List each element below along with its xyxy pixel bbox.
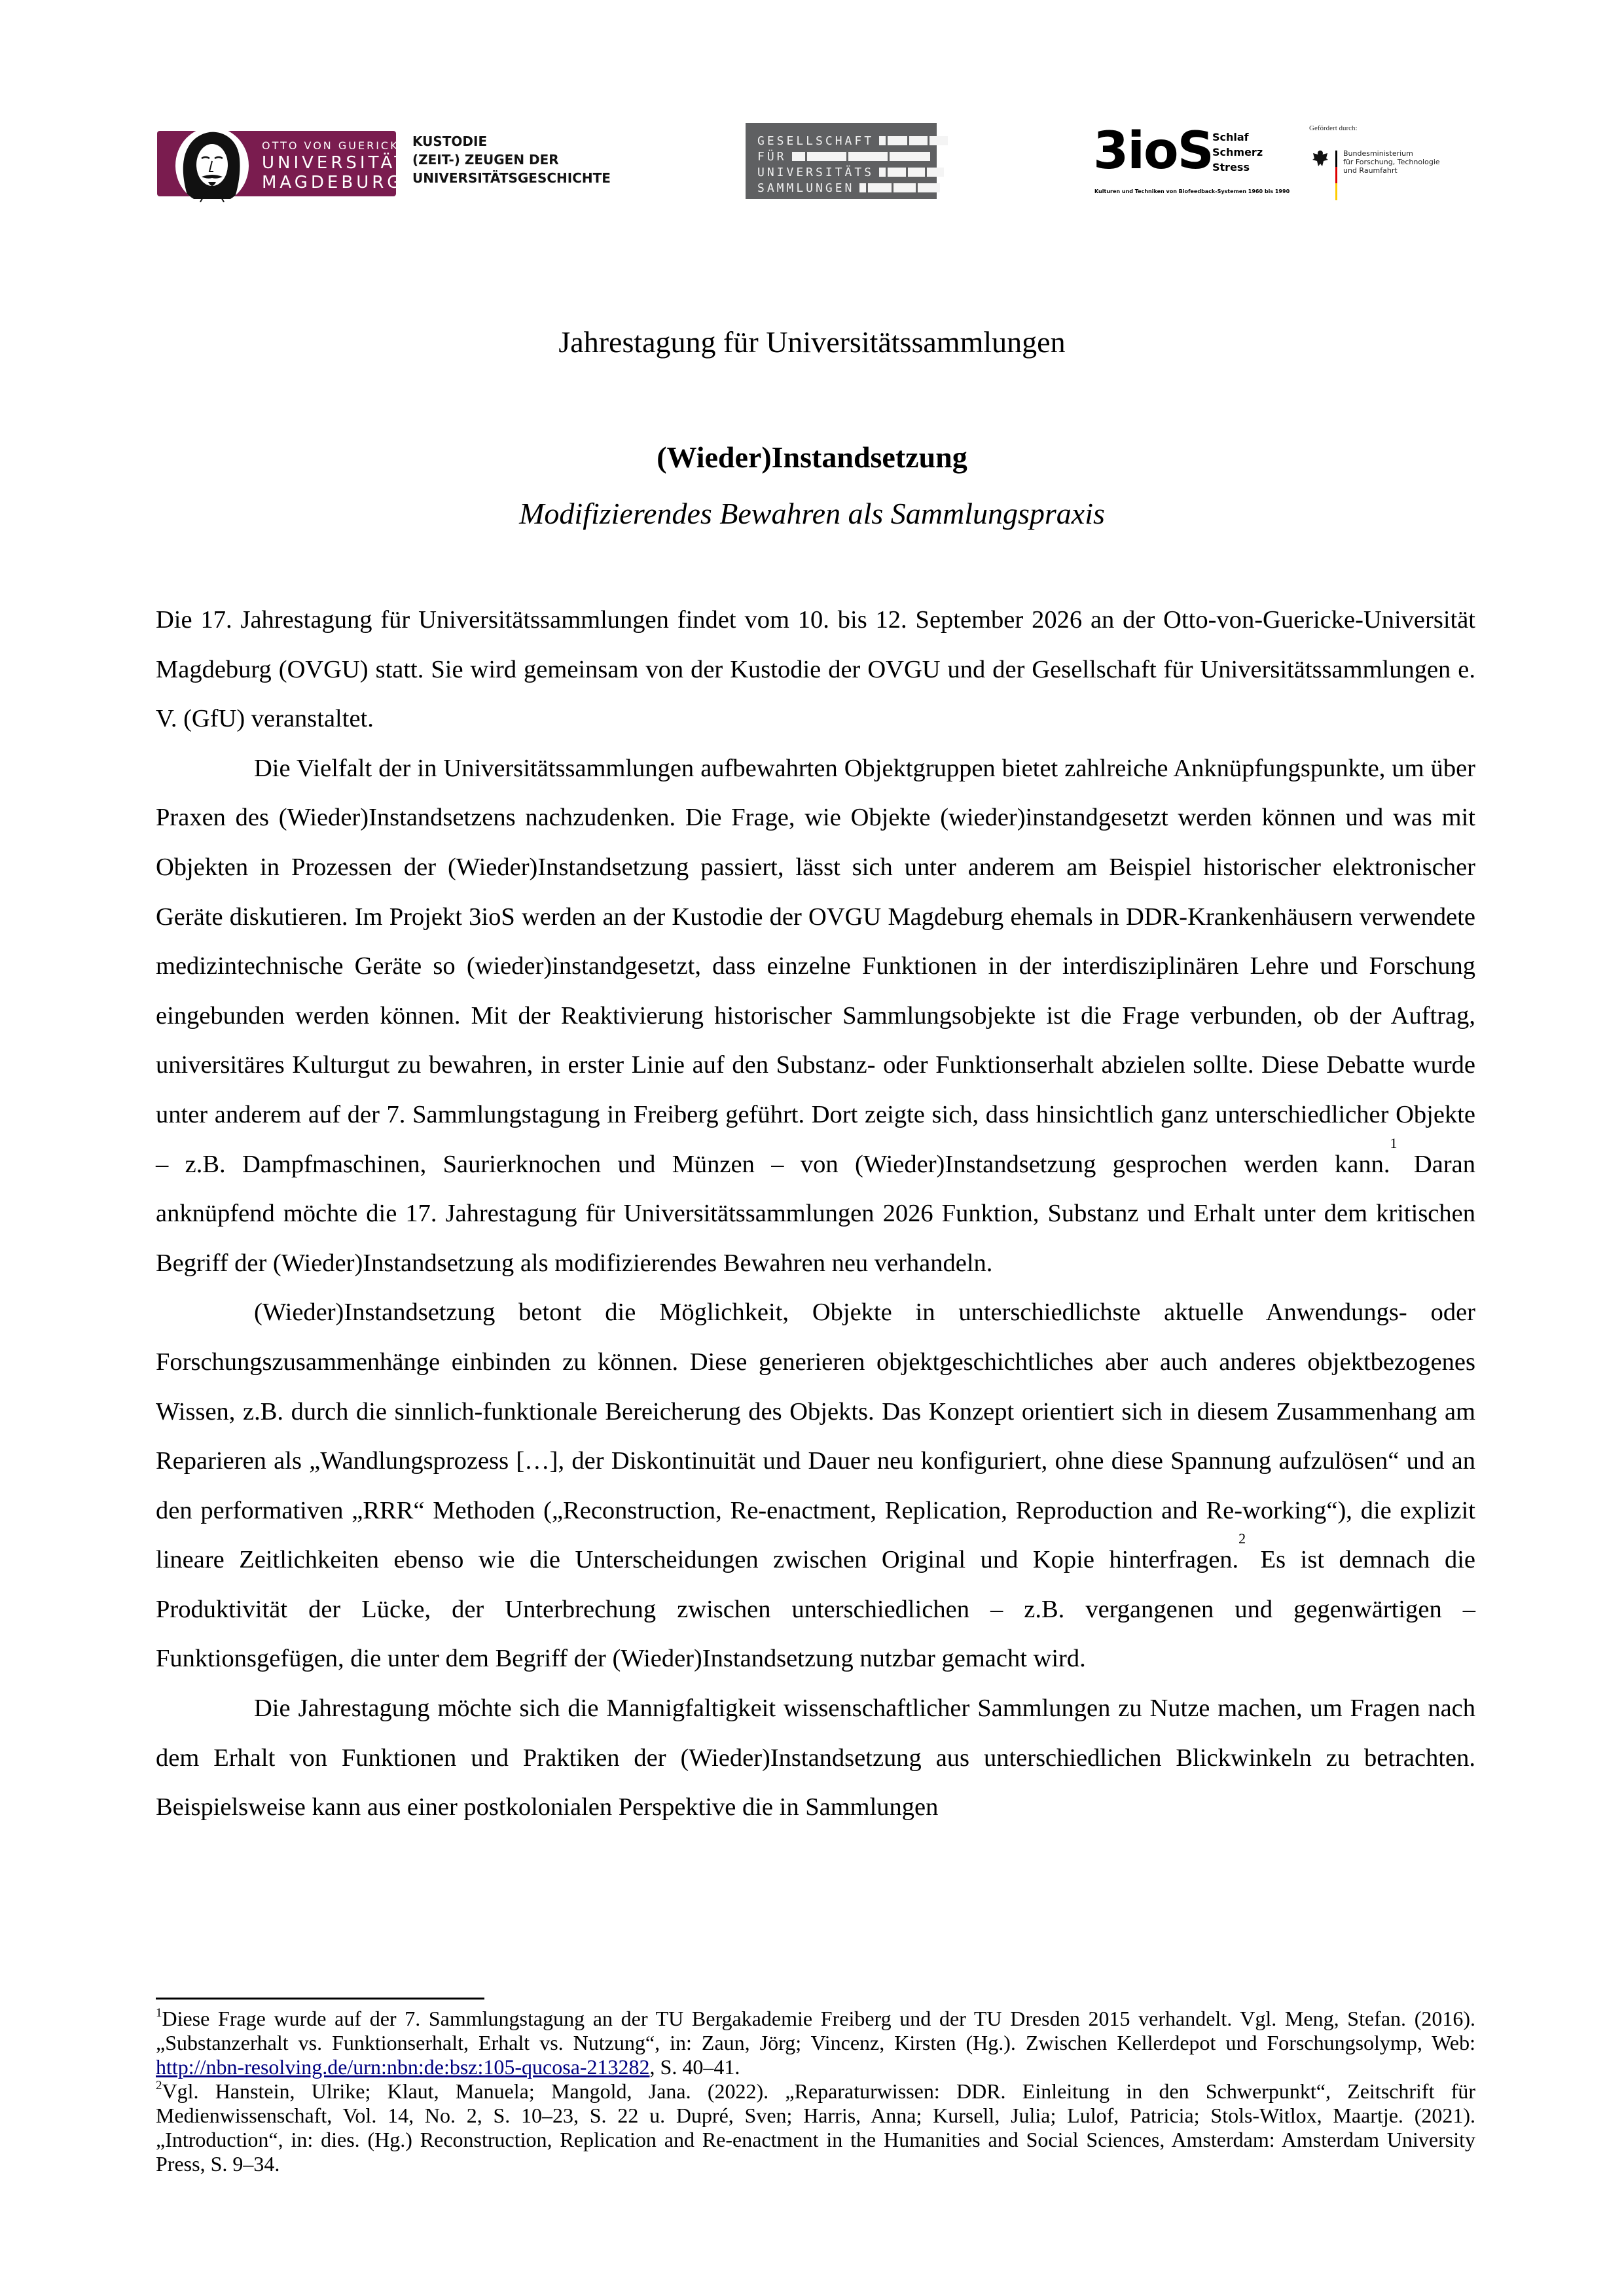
3ios-word-stress: Stress xyxy=(1212,161,1250,173)
paragraph-2 xyxy=(156,744,1475,1289)
footnote-1-pages: , S. 40–41. xyxy=(649,2055,740,2079)
federal-eagle-icon xyxy=(1312,149,1329,168)
paragraph-1: Die 17. Jahrestagung für Universitätssammlungen findet vom 10. bis 12. September 2026 an der Otto-von-Guericke-Universität Magdeburg (OVGU) statt. Sie wird gemeinsam von der Kustodie der OVGU und der Gesellschaft für Universitätssammlungen e. V. (GfU) veranstaltet. xyxy=(156,606,1475,733)
otto-von-guericke-portrait-icon xyxy=(175,127,249,204)
conference-title: Jahrestagung für Universitätssammlungen xyxy=(558,325,1066,359)
kustodie-line1: KUSTODIE xyxy=(412,134,488,149)
bmbf-line3: und Raumfahrt xyxy=(1343,166,1398,175)
bmbf-line1: Bundesministerium xyxy=(1343,149,1413,158)
footnotes xyxy=(156,2007,1475,2176)
gfu-logo xyxy=(746,123,937,199)
german-flag-bar xyxy=(1335,151,1337,200)
gfu-bars-icon xyxy=(859,183,940,192)
ovgu-logo-line3: MAGDEBURG xyxy=(262,173,404,192)
ovgu-logo-line1: OTTO VON GUERICKE xyxy=(262,139,408,152)
paragraph-4: Die Jahrestagung möchte sich die Mannigfaltigkeit wissenschaftlicher Sammlungen zu Nutze machen, um Fragen nach dem Erhalt von Funktionen und Praktiken der (Wieder)Instandsetzung aus unterschiedlichen Blickwinkeln zu betrachten. Beispielsweise kann aus einer postkolonialen Perspektive die in Sammlungen xyxy=(156,1695,1475,1821)
gfu-line1: GESELLSCHAFT xyxy=(757,134,875,148)
gfu-row-1 xyxy=(757,134,948,148)
ovgu-logo xyxy=(157,131,408,199)
footnote-1-text: Diese Frage wurde auf der 7. Sammlungstagung an der TU Bergakademie Freiberg und der TU Dresden 2015 verhandelt. Vgl. Meng, Stefan. (2016). „Substanzerhalt vs. Funktionserhalt, Erhalt vs. Nutzung“, in: Zaun, Jörg; Vincenz, Kirsten (Hg.). Zwischen Kellerdepot und Forschungsolymp, Web: xyxy=(156,2007,1475,2054)
ovgu-logo-text xyxy=(262,139,408,192)
gfu-bars-icon xyxy=(879,136,948,145)
page-subtitle: Modifizierendes Bewahren als Sammlungspraxis xyxy=(519,497,1105,530)
gfu-line4: SAMMLUNGEN xyxy=(757,181,855,195)
3ios-word-schmerz: Schmerz xyxy=(1212,146,1263,158)
bmbf-line2: für Forschung, Technologie xyxy=(1343,158,1440,166)
gfu-bars-icon xyxy=(792,152,930,161)
kustodie-line2: (ZEIT-) ZEUGEN DER xyxy=(412,152,559,168)
bmbf-name xyxy=(1343,149,1440,175)
gfu-bars-icon xyxy=(879,168,944,177)
gfu-line3: UNIVERSITÄTS xyxy=(757,165,875,179)
gfu-line2: FÜR xyxy=(757,149,787,164)
3ios-mark: 3ioS xyxy=(1093,122,1213,181)
3ios-words xyxy=(1212,130,1263,175)
footnote-ref-1[interactable]: 1 xyxy=(1390,1134,1398,1151)
gfu-row-2 xyxy=(757,149,930,164)
gfu-row-3 xyxy=(757,165,944,179)
footnote-2-text: Vgl. Hanstein, Ulrike; Klaut, Manuela; Mangold, Jana. (2022). „Reparaturwissen: DDR. Einleitung in den Schwerpunkt“, Zeitschrift für Medienwissenschaft, Vol. 14, No. 2, S. 10–23, S. 22 u. Dupré, Sven; Harris, Anna; Kursell, Julia; Lulof, Patricia; Stols-Witlox, Maartje. (2021). „Introduction“, in: dies. (Hg.) Reconstruction, Replication and Re-enactment in the Humanities and Social Sciences, Amsterdam: Amsterdam University Press, S. 9–34. xyxy=(156,2079,1475,2176)
header-logos xyxy=(157,122,1473,207)
footnote-2 xyxy=(156,2079,1475,2176)
kustodie-line3: UNIVERSITÄTSGESCHICHTE xyxy=(412,170,611,186)
bmbf-logo xyxy=(1309,122,1473,200)
paragraph-2-text-a: Die Vielfalt der in Universitätssammlungen aufbewahrten Objektgruppen bietet zahlreiche Anknüpfungspunkte, um über Praxen des (Wieder)Instandsetzens nachzudenken. Die Frage, wie Objekte (wieder)instandgesetzt werden können und was mit Objekten in Prozessen der (Wieder)Instandsetzung passiert, lässt sich unter anderem am Beispiel historischer elektronischer Geräte diskutieren. Im Projekt 3ioS werden an der Kustodie der OVGU Magdeburg ehemals in DDR-Krankenhäusern verwendete medizintechnische Geräte so (wieder)instandgesetzt, dass einzelne Funktionen in der interdisziplinären Lehre und Forschung eingebunden werden können. Mit der Reaktivierung historischer Sammlungsobjekte ist die Frage verbunden, ob der Auftrag, universitäres Kulturgut zu bewahren, in erster Linie auf den Substanz- oder Funktionserhalt abzielen sollte. Diese Debatte wurde unter anderem auf der 7. Sammlungstagung in Freiberg geführt. Dort zeigte sich, dass hinsichtlich ganz unterschiedlicher Objekte – z.B. Dampfmaschinen, Saurierknochen und Münzen – von (Wieder)Instandsetzung gesprochen werden kann. xyxy=(156,754,1475,1178)
3ios-word-schlaf: Schlaf xyxy=(1212,131,1249,143)
3ios-logo xyxy=(1093,123,1290,202)
paragraph-3-text-b: Es ist demnach die Produktivität der Lücke, der Unterbrechung zwischen unterschiedlichen – z.B. vergangenen und gegenwärtigen – Funktionsgefügen, die unter dem Begriff der (Wieder)Instandsetzung nutzbar gemacht wird. xyxy=(156,1546,1475,1673)
kustodie-label xyxy=(412,132,611,187)
paragraph-2-text-b: Daran anknüpfend möchte die 17. Jahrestagung für Universitätssammlungen 2026 Funktion, Substanz und Erhalt unter dem kritischen Begriff der (Wieder)Instandsetzung als modifizierendes Bewahren neu verhandeln. xyxy=(156,1150,1475,1277)
footnote-1-link[interactable]: http://nbn-resolving.de/urn:nbn:de:bsz:105-qucosa-213282 xyxy=(156,2055,650,2079)
3ios-tagline: Kulturen und Techniken von Biofeedback-Systemen 1960 bis 1990 xyxy=(1094,188,1290,194)
paragraph-3 xyxy=(156,1288,1475,1684)
ovgu-logo-line2: UNIVERSITÄT xyxy=(262,153,408,173)
footnote-ref-2[interactable]: 2 xyxy=(1238,1530,1246,1547)
gfu-row-4 xyxy=(757,181,940,195)
footnote-2-number: 2 xyxy=(156,2079,162,2092)
footnote-separator xyxy=(156,1998,484,2000)
footnote-1-number: 1 xyxy=(156,2006,162,2020)
funding-label: Gefördert durch: xyxy=(1309,124,1358,132)
paragraph-3-text-a: (Wieder)Instandsetzung betont die Möglichkeit, Objekte in unterschiedlichste aktuelle Anwendungs- oder Forschungszusammenhänge einbinden zu können. Diese generieren objektgeschichtliches aber auch anderes objektbezogenes Wissen, z.B. durch die sinnlich-funktionale Bereicherung des Objekts. Das Konzept orientiert sich in diesem Zusammenhang am Reparieren als „Wandlungsprozess […], der Diskontinuität und Dauer neu konfiguriert, ohne diese Spannung aufzulösen“ und an den performativen „RRR“ Methoden („Reconstruction, Re-enactment, Replication, Reproduction and Re-working“), die explizit lineare Zeitlichkeiten ebenso wie die Unterscheidungen zwischen Original und Kopie hinterfragen. xyxy=(156,1299,1475,1574)
footnote-1 xyxy=(156,2007,1475,2079)
body-text xyxy=(156,596,1475,1833)
page-title: (Wieder)Instandsetzung xyxy=(657,440,967,474)
